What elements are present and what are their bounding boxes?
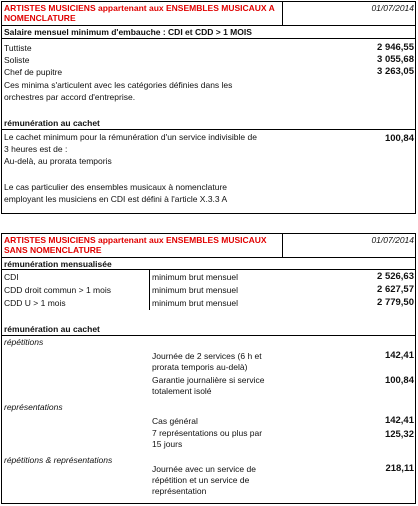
table2-repr2-line1: 7 représentations ou plus par	[152, 428, 263, 438]
table2-representations-label: représentations	[4, 402, 63, 412]
table1-row-label: Soliste	[4, 55, 30, 65]
table1-section-heading: Salaire mensuel minimum d'embauche : CDI et CDD > 1 MOIS	[4, 27, 252, 37]
table2-date: 01/07/2014	[371, 235, 414, 245]
table2-mensual-rule	[1, 269, 416, 270]
table1-row-label: Tuttiste	[4, 43, 32, 53]
table1-section-rule	[1, 38, 416, 39]
table2-cachet-heading: rémunération au cachet	[4, 324, 100, 334]
table2-mensual-desc: minimum brut mensuel	[152, 285, 238, 295]
table2-mensual-desc: minimum brut mensuel	[152, 272, 238, 282]
table1-row-label: Chef de pupitre	[4, 67, 63, 77]
table2-both-value: 218,11	[385, 463, 414, 474]
table1-cachet-heading: rémunération au cachet	[4, 118, 100, 128]
table2-column-rule	[149, 269, 150, 310]
table2-mensual-label: CDI	[4, 272, 19, 282]
table2-rep2-line1: Garantie journalière si service	[152, 375, 265, 385]
table1-cachet-value: 100,84	[384, 133, 414, 144]
table1-cachet-line2: 3 heures est de :	[4, 144, 68, 154]
table1-cdi-line1: Le cas particulier des ensembles musicaux à nomenclature	[4, 182, 228, 192]
table2-both-line1: Journée avec un service de	[152, 464, 256, 474]
table2-cachet-rule	[1, 335, 416, 336]
table1-divider	[282, 1, 283, 26]
table2-mensual-desc: minimum brut mensuel	[152, 298, 238, 308]
table1-title-line2: NOMENCLATURE	[4, 13, 76, 23]
table2-header-rule	[1, 257, 416, 258]
table2-rep2-value: 100,84	[384, 375, 414, 386]
table1-note-line1: Ces minima s'articulent avec les catégories définies dans les	[4, 80, 233, 90]
table2-rep1-line2: prorata temporis au-delà)	[152, 362, 248, 372]
table2-both-line2: répétition et un service de	[152, 475, 250, 485]
table2-both-line3: représentation	[152, 486, 207, 496]
table2-mensual-value: 2 526,63	[377, 271, 414, 282]
table2-repr1-value: 142,41	[384, 415, 414, 426]
table2-rep2-line2: totalement isolé	[152, 386, 212, 396]
table1-cachet-line1: Le cachet minimum pour la rémunération d'un service indivisible de	[4, 132, 257, 142]
table2-repetitions-label: répétitions	[4, 337, 44, 347]
table2-title-line1: ARTISTES MUSICIENS appartenant aux ENSEMBLES MUSICAUX	[4, 235, 267, 245]
table2-mensual-heading: rémunération mensualisée	[4, 259, 112, 269]
table2-repr1: Cas général	[152, 416, 198, 426]
table1-row-value: 2 946,55	[377, 42, 414, 53]
table2-rep1-value: 142,41	[384, 350, 414, 361]
table2-mensual-label: CDD U > 1 mois	[4, 298, 66, 308]
table2-mensual-label: CDD droit commun > 1 mois	[4, 285, 111, 295]
table1-title-line1: ARTISTES MUSICIENS appartenant aux ENSEMBLES MUSICAUX A	[4, 3, 275, 13]
table1-header-rule	[1, 25, 416, 26]
table1-note-line2: orchestres par accord d'entreprise.	[4, 92, 136, 102]
table2-mensual-value: 2 627,57	[377, 284, 414, 295]
table1-date: 01/07/2014	[371, 3, 414, 13]
table1-cdi-line2: employant les musiciens en CDI est défini à l'article X.3.3 A	[4, 194, 228, 204]
table1-row-value: 3 263,05	[377, 66, 414, 77]
table1-cachet-rule	[1, 129, 416, 130]
table2-both-label: répétitions & représentations	[4, 455, 113, 465]
table2-repr2-line2: 15 jours	[152, 439, 183, 449]
table2-title-line2: SANS NOMENCLATURE	[4, 245, 102, 255]
table2-mensual-value: 2 779,50	[377, 297, 414, 308]
table1-row-value: 3 055,68	[377, 54, 414, 65]
table2-divider	[282, 233, 283, 258]
table2-repr2-value: 125,32	[384, 429, 414, 440]
table1-cachet-line3: Au-delà, au prorata temporis	[4, 156, 112, 166]
table2-rep1-line1: Journée de 2 services (6 h et	[152, 351, 262, 361]
